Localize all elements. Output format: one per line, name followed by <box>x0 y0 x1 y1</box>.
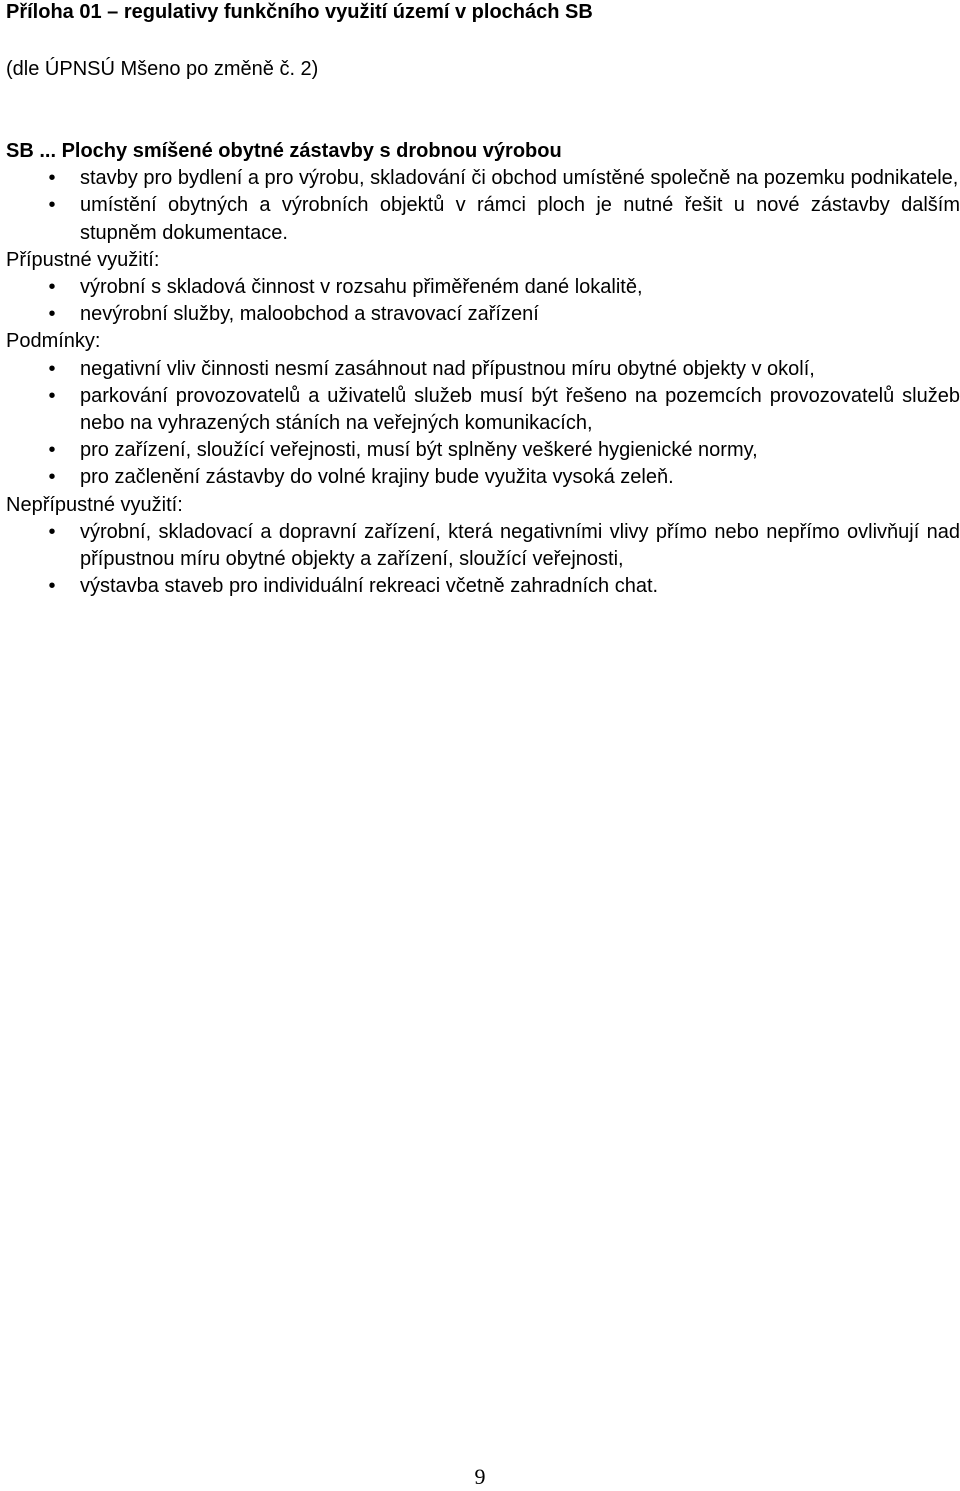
list-item <box>6 383 960 437</box>
bullet-icon <box>42 274 62 301</box>
list-item-text: negativní vliv činnosti nesmí zasáhnout nad přípustnou míru obytné objekty v okolí, <box>80 357 815 380</box>
section-sb <box>6 138 960 600</box>
list-item <box>6 464 960 491</box>
list-item <box>6 274 960 301</box>
list-item <box>6 192 960 246</box>
bullet-icon <box>42 573 62 600</box>
permitted-use-label: Přípustné využití: <box>6 248 160 271</box>
section-heading: SB ... Plochy smíšené obytné zástavby s drobnou výrobou <box>6 140 562 162</box>
list-item-text: výstavba staveb pro individuální rekreaci včetně zahradních chat. <box>80 575 659 598</box>
list-item-text: nevýrobní služby, maloobchod a stravovací zařízení <box>80 303 539 326</box>
list-item-text: parkování provozovatelů a uživatelů služeb musí být řešeno na pozemcích provozovatelů služeb nebo na vyhrazených stáních na veřejných komunikacích, <box>80 384 960 435</box>
page-number: 9 <box>474 1464 486 1489</box>
list-item <box>6 356 960 383</box>
bullet-icon <box>42 301 62 328</box>
bullet-icon <box>42 356 62 383</box>
bullet-icon <box>42 192 62 219</box>
bullet-icon <box>42 519 62 546</box>
list-item-text: výrobní s skladová činnost v rozsahu přiměřeném dané lokalitě, <box>80 276 643 299</box>
bullet-icon <box>42 437 62 464</box>
bullet-icon <box>42 165 62 192</box>
list-item <box>6 573 960 600</box>
list-item-text: umístění obytných a výrobních objektů v rámci ploch je nutné řešit u nové zástavby dalším stupněm dokumentace. <box>80 194 960 244</box>
list-item <box>6 301 960 328</box>
document-title: Příloha 01 – regulativy funkčního využití území v plochách SB <box>6 1 593 23</box>
bullet-icon <box>42 464 62 491</box>
list-item <box>6 519 960 573</box>
list-item-text: výrobní, skladovací a dopravní zařízení, která negativními vlivy přímo nebo nepřímo ovlivňují nad přípustnou míru obytné objekty a zařízení, sloužící veřejnosti, <box>80 520 960 571</box>
list-item-text: pro zařízení, sloužící veřejnosti, musí být splněny veškeré hygienické normy, <box>80 439 758 462</box>
document-subtitle: (dle ÚPNSÚ Mšeno po změně č. 2) <box>6 58 319 80</box>
permitted-use-list <box>6 274 960 328</box>
prohibited-use-label: Nepřípustné využití: <box>6 493 183 516</box>
conditions-list <box>6 356 960 492</box>
list-item-text: pro začlenění zástavby do volné krajiny bude využita vysoká zeleň. <box>80 466 674 489</box>
list-item-text: stavby pro bydlení a pro výrobu, skladování či obchod umístěné společně na pozemku podnikatele, <box>80 167 959 190</box>
prohibited-use-list <box>6 519 960 601</box>
list-item <box>6 437 960 464</box>
bullet-icon <box>42 383 62 410</box>
list-item <box>6 165 960 192</box>
conditions-label: Podmínky: <box>6 330 101 353</box>
description-list <box>6 165 960 247</box>
